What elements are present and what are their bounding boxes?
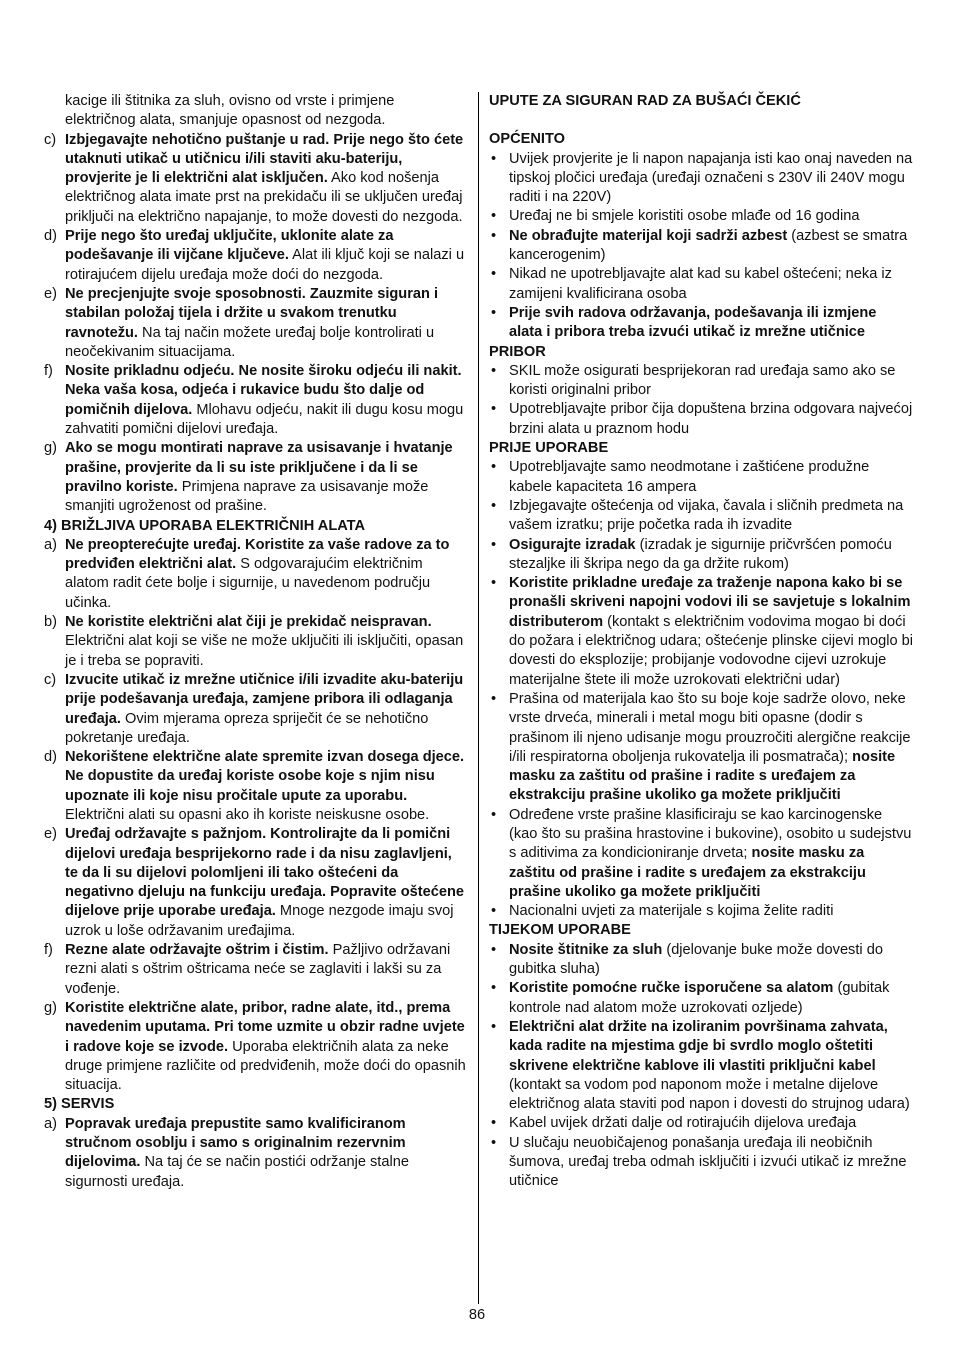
before-use-item xyxy=(489,497,913,536)
item-text: Električni alat koji se više ne može uključiti ili isključiti, opasan je i treba se popraviti. xyxy=(65,633,464,669)
item-bold: Nekorištene električne alate spremite izvan dosega djece. Ne dopustite da uređaj koriste osobe koje s njim nisu upoznate ili koje nisu pročitale upute za uporabu. xyxy=(65,749,465,804)
safety-item-d xyxy=(44,227,468,285)
bullet-bold-2: nosite masku za zaštitu od prašine i radite s uređajem za ekstrakciju prašine ukoliko ga možete priključiti xyxy=(509,748,896,804)
general-item xyxy=(489,265,913,304)
bullet-text: Upotrebljavajte pribor čija dopuštena brzina odgovara najvećoj brzini alata u praznom hodu xyxy=(509,401,913,437)
section-4-item-b xyxy=(44,613,468,671)
bullet-bold: Električni alat držite na izoliranim površinama zahvata, kada radite na mjestima gdje bi svrdlo moglo oštetiti skrivene električne kablove ili vlastiti priključni kabel xyxy=(509,1018,888,1074)
item-label: a) xyxy=(44,1115,57,1132)
section-4-item-e xyxy=(44,825,468,941)
item-text: Mnoge nezgode imaju svoj uzrok u loše održavanim uređajima. xyxy=(65,903,454,939)
during-use-item xyxy=(489,941,913,980)
bullet-bold: Ne obrađujte materijal koji sadrži azbest xyxy=(509,227,788,244)
during-use-item xyxy=(489,1018,913,1114)
before-use-item xyxy=(489,536,913,575)
before-use-item xyxy=(489,690,913,806)
general-item xyxy=(489,227,913,266)
before-use-item xyxy=(489,806,913,902)
section-5-item-a xyxy=(44,1115,468,1192)
bullet-text: Određene vrste prašine klasificiraju se kao karcinogenske (kao što su prašina hrastovine i bukovine), osobito u sudejstvu s aditivima za kondicioniranje drveta; xyxy=(509,806,912,862)
safety-item-f xyxy=(44,362,468,439)
bullet-text: (gubitak kontrole nad alatom može uzrokovati ozljede) xyxy=(509,980,890,1016)
bullet-bold: Koristite prikladne uređaje za traženje napona kako bi se pronašli skriveni napojni vodovi ili se savjetuje s lokalnim distributerom xyxy=(509,575,911,630)
item-label: f) xyxy=(44,942,53,959)
before-use-item xyxy=(489,458,913,497)
bullet-text: Uređaj ne bi smjele koristiti osobe mlađe od 16 godina xyxy=(509,208,860,225)
bullet-text: Uvijek provjerite je li napon napajanja isti kao onaj naveden na tipskoj pločici uređaja (uređaji označeni s 230V ili 240V mogu raditi i na 220V) xyxy=(509,150,913,206)
item-bold: Ako se mogu montirati naprave za usisavanje i hvatanje prašine, provjerite da li su iste priključene i da li se pravilno koriste. xyxy=(65,440,453,495)
accessories-heading: PRIBOR xyxy=(489,343,546,360)
right-column xyxy=(489,92,913,1192)
item-bold: Nosite prikladnu odjeću. Ne nosite široku odjeću ili nakit. Neka vaša kosa, odjeća i rukavice budu što dalje od pomičnih dijelova. xyxy=(65,363,462,418)
item-bold: Izbjegavajte nehotično puštanje u rad. Prije nego što ćete utaknuti utikač u utičnicu i/ili staviti aku-bateriju, provjerite je li električni alat isključen. xyxy=(65,131,464,187)
general-item xyxy=(489,207,913,226)
item-label: d) xyxy=(44,749,57,766)
item-bold: Ne koristite električni alat čiji je prekidač neispravan. xyxy=(65,614,432,631)
item-label: g) xyxy=(44,440,57,457)
safety-item-g xyxy=(44,439,468,516)
item-text: Na taj će se način postići održanje stalne sigurnosti uređaja. xyxy=(65,1154,409,1190)
accessories-list xyxy=(489,362,913,439)
bullet-text: (kontakt s električnim vodovima mogao bi doći do požara i električnog udara; oštećenje plinske cijevi moglo bi dovesti do eksplozije; probijanje vodovodne cijevi uzrokuje materijalne štete ili može uzrokovati električni udar) xyxy=(509,613,913,688)
section-4-item-c xyxy=(44,671,468,748)
general-item xyxy=(489,150,913,208)
item-bold: Koristite električne alate, pribor, radne alate, itd., prema navedenim uputama. Pri tome uzmite u obzir radne uvjete i radove koje se izvode. xyxy=(65,999,465,1055)
bullet-text: (azbest se smatra kancerogenim) xyxy=(509,227,908,264)
section-5-heading: 5) SERVIS xyxy=(44,1096,115,1113)
intro-paragraph: kacige ili štitnika za sluh, ovisno od vrste i primjene električnog alata, smanjuje opasnost od nezgoda. xyxy=(65,93,395,129)
bullet-text: Nacionalni uvjeti za materijale s kojima želite raditi xyxy=(509,903,834,920)
spacer xyxy=(489,111,913,130)
bullet-bold: Nosite štitnike za sluh xyxy=(509,941,663,958)
item-text: Mlohavu odjeću, nakit ili dugu kosu mogu zahvatiti pomični dijelovi uređaja. xyxy=(65,401,464,438)
section-4-item-d xyxy=(44,748,468,825)
general-list xyxy=(489,150,913,343)
bullet-text: Nikad ne upotrebljavajte alat kad su kabel oštećeni; neka iz zamijeni kvalificirana osoba xyxy=(509,266,892,302)
during-use-list xyxy=(489,941,913,1192)
bullet-text: Upotrebljavajte samo neodmotane i zaštićene produžne kabele kapaciteta 16 ampera xyxy=(509,459,870,495)
left-column xyxy=(44,92,468,1192)
bullet-bold: Prije svih radova održavanja, podešavanja ili izmjene alata i pribora treba izvući utikač iz mrežne utičnice xyxy=(509,304,877,341)
section-4-item-g xyxy=(44,999,468,1095)
item-label: f) xyxy=(44,363,53,380)
before-use-item xyxy=(489,574,913,690)
item-text: Električni alati su opasni ako ih koriste neiskusne osobe. xyxy=(65,806,430,823)
section-4-list xyxy=(44,536,468,1096)
item-label: b) xyxy=(44,614,57,631)
item-bold: Ne preopterećujte uređaj. Koristite za vaše radove za to predviđen električni alat. xyxy=(65,536,450,573)
item-text: Na taj način možete uređaj bolje kontrolirati u neočekivanim situacijama. xyxy=(65,324,435,360)
item-text: Primjena naprave za usisavanje može smanjiti ugroženost od prašine. xyxy=(65,478,429,515)
item-label: d) xyxy=(44,228,57,245)
bullet-text: (djelovanje buke može dovesti do gubitka sluha) xyxy=(509,941,883,978)
column-divider xyxy=(478,92,479,1304)
safety-item-e xyxy=(44,285,468,362)
bullet-text: SKIL može osigurati besprijekoran rad uređaja samo ako se koristi originalni pribor xyxy=(509,362,896,399)
during-use-item xyxy=(489,979,913,1018)
section-5-list xyxy=(44,1115,468,1192)
bullet-bold-2: nosite masku za zaštitu od prašine i radite s uređajem za ekstrakciju prašine ukoliko ga možete priključiti xyxy=(509,845,866,900)
safety-items-list xyxy=(44,131,468,517)
accessories-item xyxy=(489,362,913,401)
item-label: g) xyxy=(44,999,57,1016)
bullet-text: Kabel uvijek držati dalje od rotirajućih dijelova uređaja xyxy=(509,1115,857,1132)
general-heading: OPĆENITO xyxy=(489,131,565,148)
item-bold: Uređaj održavajte s pažnjom. Kontrolirajte da li pomični dijelovi uređaja besprijekorno rade i da nisu zaglavljeni, te da li su dijelovi polomljeni ili tako oštećeni da negativno djeluju na funkciju uređaja. Popravite oštećene dijelove prije uporabe uređaja. xyxy=(65,826,464,920)
section-4-item-f xyxy=(44,941,468,999)
safety-instructions-title: UPUTE ZA SIGURAN RAD ZA BUŠAĆI ČEKIĆ xyxy=(489,93,801,109)
before-use-item xyxy=(489,902,913,921)
item-text: Ovim mjerama opreza spriječit će se nehotično pokretanje uređaja. xyxy=(65,710,429,746)
item-text: Alat ili ključ koji se nalazi u rotirajućem dijelu uređaja može doći do nezgoda. xyxy=(65,247,465,283)
bullet-text: Prašina od materijala kao što su boje koje sadrže olovo, neke vrste drveća, minerali i metal mogu biti opasne (dodir s prašinom ili njeno udisanje mogu prouzročiti alergične reakcije i/ili respiratorna oboljenja rukovatelja ili posmatrača); xyxy=(509,690,911,765)
item-bold: Prije nego što uređaj uključite, uklonite alate za podešavanje ili vijčane ključeve. xyxy=(65,228,394,264)
during-use-item xyxy=(489,1134,913,1192)
during-use-item xyxy=(489,1114,913,1133)
bullet-text: (kontakt sa vodom pod naponom može i metalne dijelove električnog alata staviti pod napon i dovesti do strujnog udara) xyxy=(509,1076,910,1113)
item-label: c) xyxy=(44,671,57,688)
general-item xyxy=(489,304,913,343)
item-bold: Rezne alate održavajte oštrim i čistim. xyxy=(65,942,329,959)
item-label: e) xyxy=(44,826,57,843)
before-use-list xyxy=(489,458,913,921)
during-use-heading: TIJEKOM UPORABE xyxy=(489,922,631,939)
item-text: Ako kod nošenja električnog alata imate prst na prekidaču ili se uključen uređaj priključi na električno napajanje, to može dovesti do nezgoda. xyxy=(65,170,463,225)
accessories-item xyxy=(489,400,913,439)
item-text: S odgovarajućim električnim alatom radit ćete bolje i sigurnije, u navedenom području učinka. xyxy=(65,556,431,611)
bullet-text: Izbjegavajte oštećenja od vijaka, čavala i sličnih predmeta na vašem izratku; prije početka rada ih izvadite xyxy=(509,497,904,534)
bullet-text: (izradak je sigurnije pričvršćen pomoću stezaljke ili škripa nego da ga držite rukom) xyxy=(509,536,892,572)
page-number: 86 xyxy=(468,1307,486,1323)
bullet-bold: Osigurajte izradak xyxy=(509,536,636,553)
bullet-text: U slučaju neuobičajenog ponašanja uređaja ili neobičnih šumova, uređaj treba odmah isključiti i izvući utikač iz mrežne utičnice xyxy=(509,1134,907,1190)
section-4-item-a xyxy=(44,536,468,613)
item-text: Pažljivo održavani rezni alati s oštrim oštricama neće se zaglaviti i lakši su za vođenje. xyxy=(65,942,451,997)
safety-item-c xyxy=(44,131,468,227)
item-text: Uporaba električnih alata za neke druge primjene različite od predviđenih, može doći do opasnih situacija. xyxy=(65,1038,466,1094)
before-use-heading: PRIJE UPORABE xyxy=(489,440,609,457)
item-bold: Ne precjenjujte svoje sposobnosti. Zauzmite siguran i stabilan položaj tijela i držite u svakom trenutku ravnotežu. xyxy=(65,285,439,341)
item-bold: Izvucite utikač iz mrežne utičnice i/ili izvadite aku-bateriju prije podešavanja uređaja, zamjene pribora ili odlaganja uređaja. xyxy=(65,671,464,727)
item-bold: Popravak uređaja prepustite samo kvalificiranom stručnom osoblju i samo s originalnim rezervnim dijelovima. xyxy=(65,1115,406,1171)
item-label: a) xyxy=(44,536,57,553)
item-label: e) xyxy=(44,285,57,302)
section-4-heading: 4) BRIŽLJIVA UPORABA ELEKTRIČNIH ALATA xyxy=(44,517,366,534)
item-label: c) xyxy=(44,131,57,148)
bullet-bold: Koristite pomoćne ručke isporučene sa alatom xyxy=(509,980,834,997)
